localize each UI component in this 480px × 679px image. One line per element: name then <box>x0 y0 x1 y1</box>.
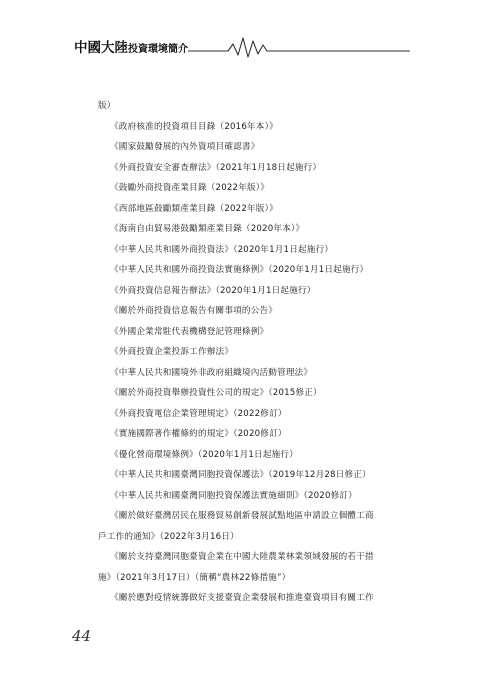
list-line: 《外國企業常駐代表機構登記管理條例》 <box>110 326 269 337</box>
list-line: 《實施國際著作權條約的規定》（2020修訂） <box>110 429 287 439</box>
list-line: 《海南自由貿易港鼓勵類產業目錄（2020年本）》 <box>110 224 305 234</box>
list-line: 《外商投資安全審查辦法》（2021年1月18日起施行） <box>110 162 322 173</box>
page-number: 44 <box>72 627 92 645</box>
header-title <box>74 39 188 56</box>
list-line: 《中華人民共和國外商投資法實施條例》（2020年1月1日起施行） <box>110 265 369 275</box>
header-heartbeat-line <box>0 30 480 60</box>
list-line: 戶工作的通知》（2022年3月16日） <box>98 531 239 542</box>
list-line: 《政府核准的投資項目目錄（2016年本）》 <box>110 121 278 132</box>
list-line: 《關於支持臺灣同胞臺資企業在中國大陸農業林業領域發展的若干措 <box>110 552 374 562</box>
list-line: 《中華人民共和國境外非政府組織境內活動管理法》 <box>110 367 313 378</box>
header-title-small: 投資環境簡介 <box>128 44 188 55</box>
list-line: 《關於外商投資舉辦投資性公司的規定》（2015修正） <box>110 388 322 398</box>
list-line: 《外商投資企業投訴工作辦法》 <box>110 347 234 357</box>
list-line: 《優化營商環境條例》（2020年1月1日起施行） <box>110 449 298 460</box>
list-line: 《中華人民共和國外商投資法》（2020年1月1日起施行） <box>110 244 334 255</box>
list-line: 《外商投資電信企業管理規定》（2022修訂） <box>110 408 287 419</box>
header-title-large: 中國大陸 <box>74 40 128 56</box>
list-line: 《鼓勵外商投資產業目錄（2022年版）》 <box>110 183 270 193</box>
running-header <box>0 30 480 60</box>
list-line: 《中華人民共和國臺灣同胞投資保護法實施細則》（2020修訂） <box>110 490 358 501</box>
list-line: 《西部地區鼓勵類產業目錄（2022年版）》 <box>110 203 278 214</box>
list-line: 《關於做好臺灣居民在服務貿易創新發展試點地區申請設立個體工商 <box>110 511 374 521</box>
list-line: 《關於外商投資信息報告有關事項的公告》 <box>110 306 278 316</box>
list-line: 施》（2021年3月17日）（簡稱“農林22條措施”） <box>98 572 291 583</box>
list-line: 《中華人民共和國臺灣同胞投資保護法》（2019年12月28日修正） <box>110 470 371 480</box>
list-line: 《關於應對疫情統籌做好支援臺資企業發展和推進臺資項目有關工作 <box>110 593 374 603</box>
list-line: 版） <box>98 101 116 111</box>
regulation-list <box>98 96 418 609</box>
list-line: 《外商投資信息報告辦法》（2020年1月1日起施行） <box>110 285 316 296</box>
list-line: 《國家鼓勵發展的內外資項目確認書》 <box>110 142 260 152</box>
